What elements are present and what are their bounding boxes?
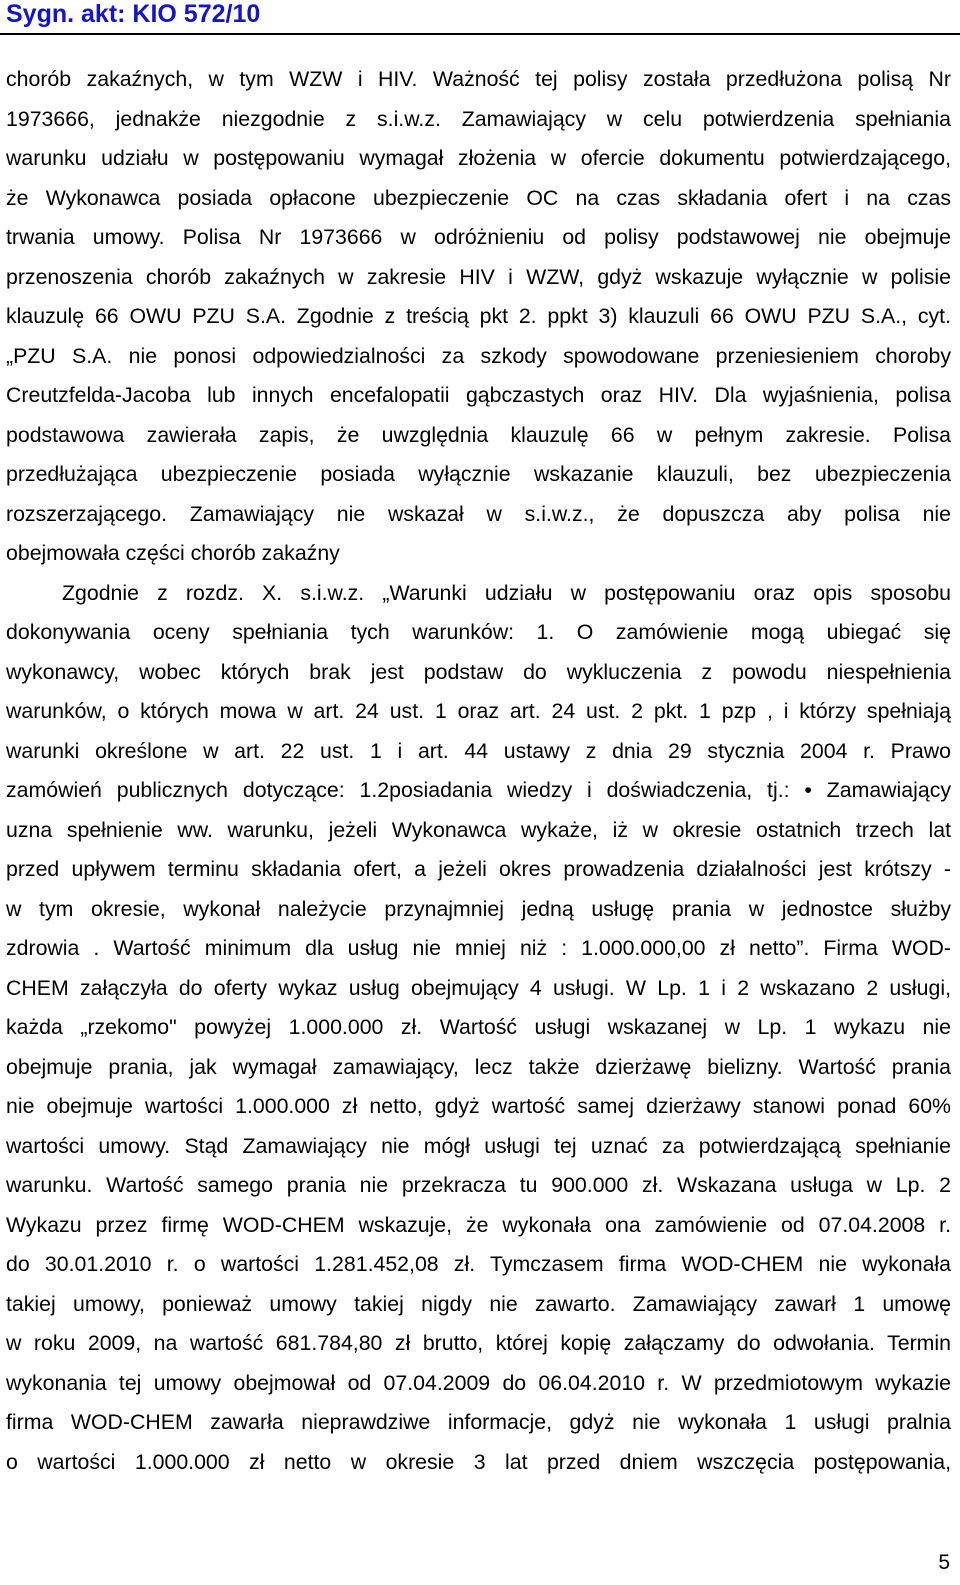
document-signature-header: Sygn. akt: KIO 572/10 bbox=[6, 0, 261, 28]
text-line: że Wykonawca posiada opłacone ubezpieczenie OC na czas składania ofert i na czas bbox=[6, 185, 951, 210]
text-line: obejmowała części chorób zakaźny bbox=[6, 541, 340, 565]
text-line: każda „rzekomo" powyżej 1.000.000 zł. Wartość usługi wskazanej w Lp. 1 wykazu nie bbox=[6, 1015, 951, 1039]
text-line: CHEM załączyła do oferty wykaz usług obejmujący 4 usługi. W Lp. 1 i 2 wskazano 2 usługi, bbox=[6, 975, 951, 1000]
text-line: rozszerzającego. Zamawiający nie wskazał w s.i.w.z., że dopuszcza aby polisa nie bbox=[6, 501, 951, 526]
text-line: warunki określone w art. 22 ust. 1 i art. 44 ustawy z dnia 29 stycznia 2004 r. Prawo bbox=[6, 738, 951, 763]
text-line: przenoszenia chorób zakaźnych w zakresie HIV i WZW, gdyż wskazuje wyłącznie w polisie bbox=[6, 264, 951, 289]
text-line: przedłużająca ubezpieczenie posiada wyłącznie wskazanie klauzuli, bez ubezpieczenia bbox=[6, 462, 951, 486]
text-line: podstawowa zawierała zapis, że uwzględnia klauzulę 66 w pełnym zakresie. Polisa bbox=[6, 422, 951, 447]
text-line: zdrowia . Wartość minimum dla usług nie mniej niż : 1.000.000,00 zł netto”. Firma WOD- bbox=[6, 936, 951, 960]
text-line: dokonywania oceny spełniania tych warunków: 1. O zamówienie mogą ubiegać się bbox=[6, 620, 951, 644]
text-line: trwania umowy. Polisa Nr 1973666 w odróżnieniu od polisy podstawowej nie obejmuje bbox=[6, 225, 951, 249]
text-line: nie obejmuje wartości 1.000.000 zł netto, gdyż wartość samej dzierżawy stanowi ponad 60% bbox=[6, 1094, 951, 1118]
text-line: warunku udziału w postępowaniu wymagał złożenia w ofercie dokumentu potwierdzającego, bbox=[6, 146, 951, 170]
text-line: firma WOD-CHEM zawarła nieprawdziwe informacje, gdyż nie wykonała 1 usługi pralnia bbox=[6, 1410, 951, 1434]
text-line: 1973666, jednakże niezgodnie z s.i.w.z. Zamawiający w celu potwierdzenia spełniania bbox=[6, 106, 951, 131]
text-line: wykonania tej umowy obejmował od 07.04.2009 do 06.04.2010 r. W przedmiotowym wykazie bbox=[6, 1370, 951, 1395]
text-line: w roku 2009, na wartość 681.784,80 zł brutto, której kopię załączamy do odwołania. Termin bbox=[6, 1331, 951, 1355]
text-line: wartości umowy. Stąd Zamawiający nie mógł usługi tej uznać za potwierdzającą spełnianie bbox=[6, 1133, 951, 1158]
text-line: Wykazu przez firmę WOD-CHEM wskazuje, że wykonała ona zamówienie od 07.04.2008 r. bbox=[6, 1212, 951, 1237]
header-divider bbox=[0, 33, 960, 35]
text-line: o wartości 1.000.000 zł netto w okresie 3 lat przed dniem wszczęcia postępowania, bbox=[6, 1449, 951, 1474]
text-line: w tym okresie, wykonał należycie przynajmniej jedną usługę prania w jednostce służby bbox=[6, 896, 951, 921]
text-line: Zgodnie z rozdz. X. s.i.w.z. „Warunki udziału w postępowaniu oraz opis sposobu bbox=[62, 580, 951, 605]
text-line: „PZU S.A. nie ponosi odpowiedzialności za szkody spowodowane przeniesieniem choroby bbox=[6, 343, 951, 368]
text-line: takiej umowy, ponieważ umowy takiej nigdy nie zawarto. Zamawiający zawarł 1 umowę bbox=[6, 1291, 951, 1316]
text-line: wykonawcy, wobec których brak jest podstaw do wykluczenia z powodu niespełnienia bbox=[6, 659, 951, 684]
text-line: przed upływem terminu składania ofert, a jeżeli okres prowadzenia działalności jest krótszy - bbox=[6, 857, 951, 881]
text-line: warunku. Wartość samego prania nie przekracza tu 900.000 zł. Wskazana usługa w Lp. 2 bbox=[6, 1173, 951, 1197]
text-line: Creutzfelda-Jacoba lub innych encefalopatii gąbczastych oraz HIV. Dla wyjaśnienia, polisa bbox=[6, 383, 951, 407]
text-line: zamówień publicznych dotyczące: 1.2posiadania wiedzy i doświadczenia, tj.: • Zamawiający bbox=[6, 778, 951, 802]
document-body bbox=[6, 60, 951, 1482]
text-line: do 30.01.2010 r. o wartości 1.281.452,08 zł. Tymczasem firma WOD-CHEM nie wykonała bbox=[6, 1252, 951, 1276]
text-line: warunków, o których mowa w art. 24 ust. 1 oraz art. 24 ust. 2 pkt. 1 pzp , i którzy spełniają bbox=[6, 699, 951, 723]
text-line: uzna spełnienie ww. warunku, jeżeli Wykonawca wykaże, iż w okresie ostatnich trzech lat bbox=[6, 817, 951, 842]
text-line: obejmuje prania, jak wymagał zamawiający, lecz także dzierżawę bielizny. Wartość prania bbox=[6, 1054, 951, 1079]
page-number: 5 bbox=[938, 1551, 950, 1574]
text-line: chorób zakaźnych, w tym WZW i HIV. Ważność tej polisy została przedłużona polisą Nr bbox=[6, 67, 951, 91]
text-line: klauzulę 66 OWU PZU S.A. Zgodnie z treścią pkt 2. ppkt 3) klauzuli 66 OWU PZU S.A., cyt. bbox=[6, 304, 951, 328]
